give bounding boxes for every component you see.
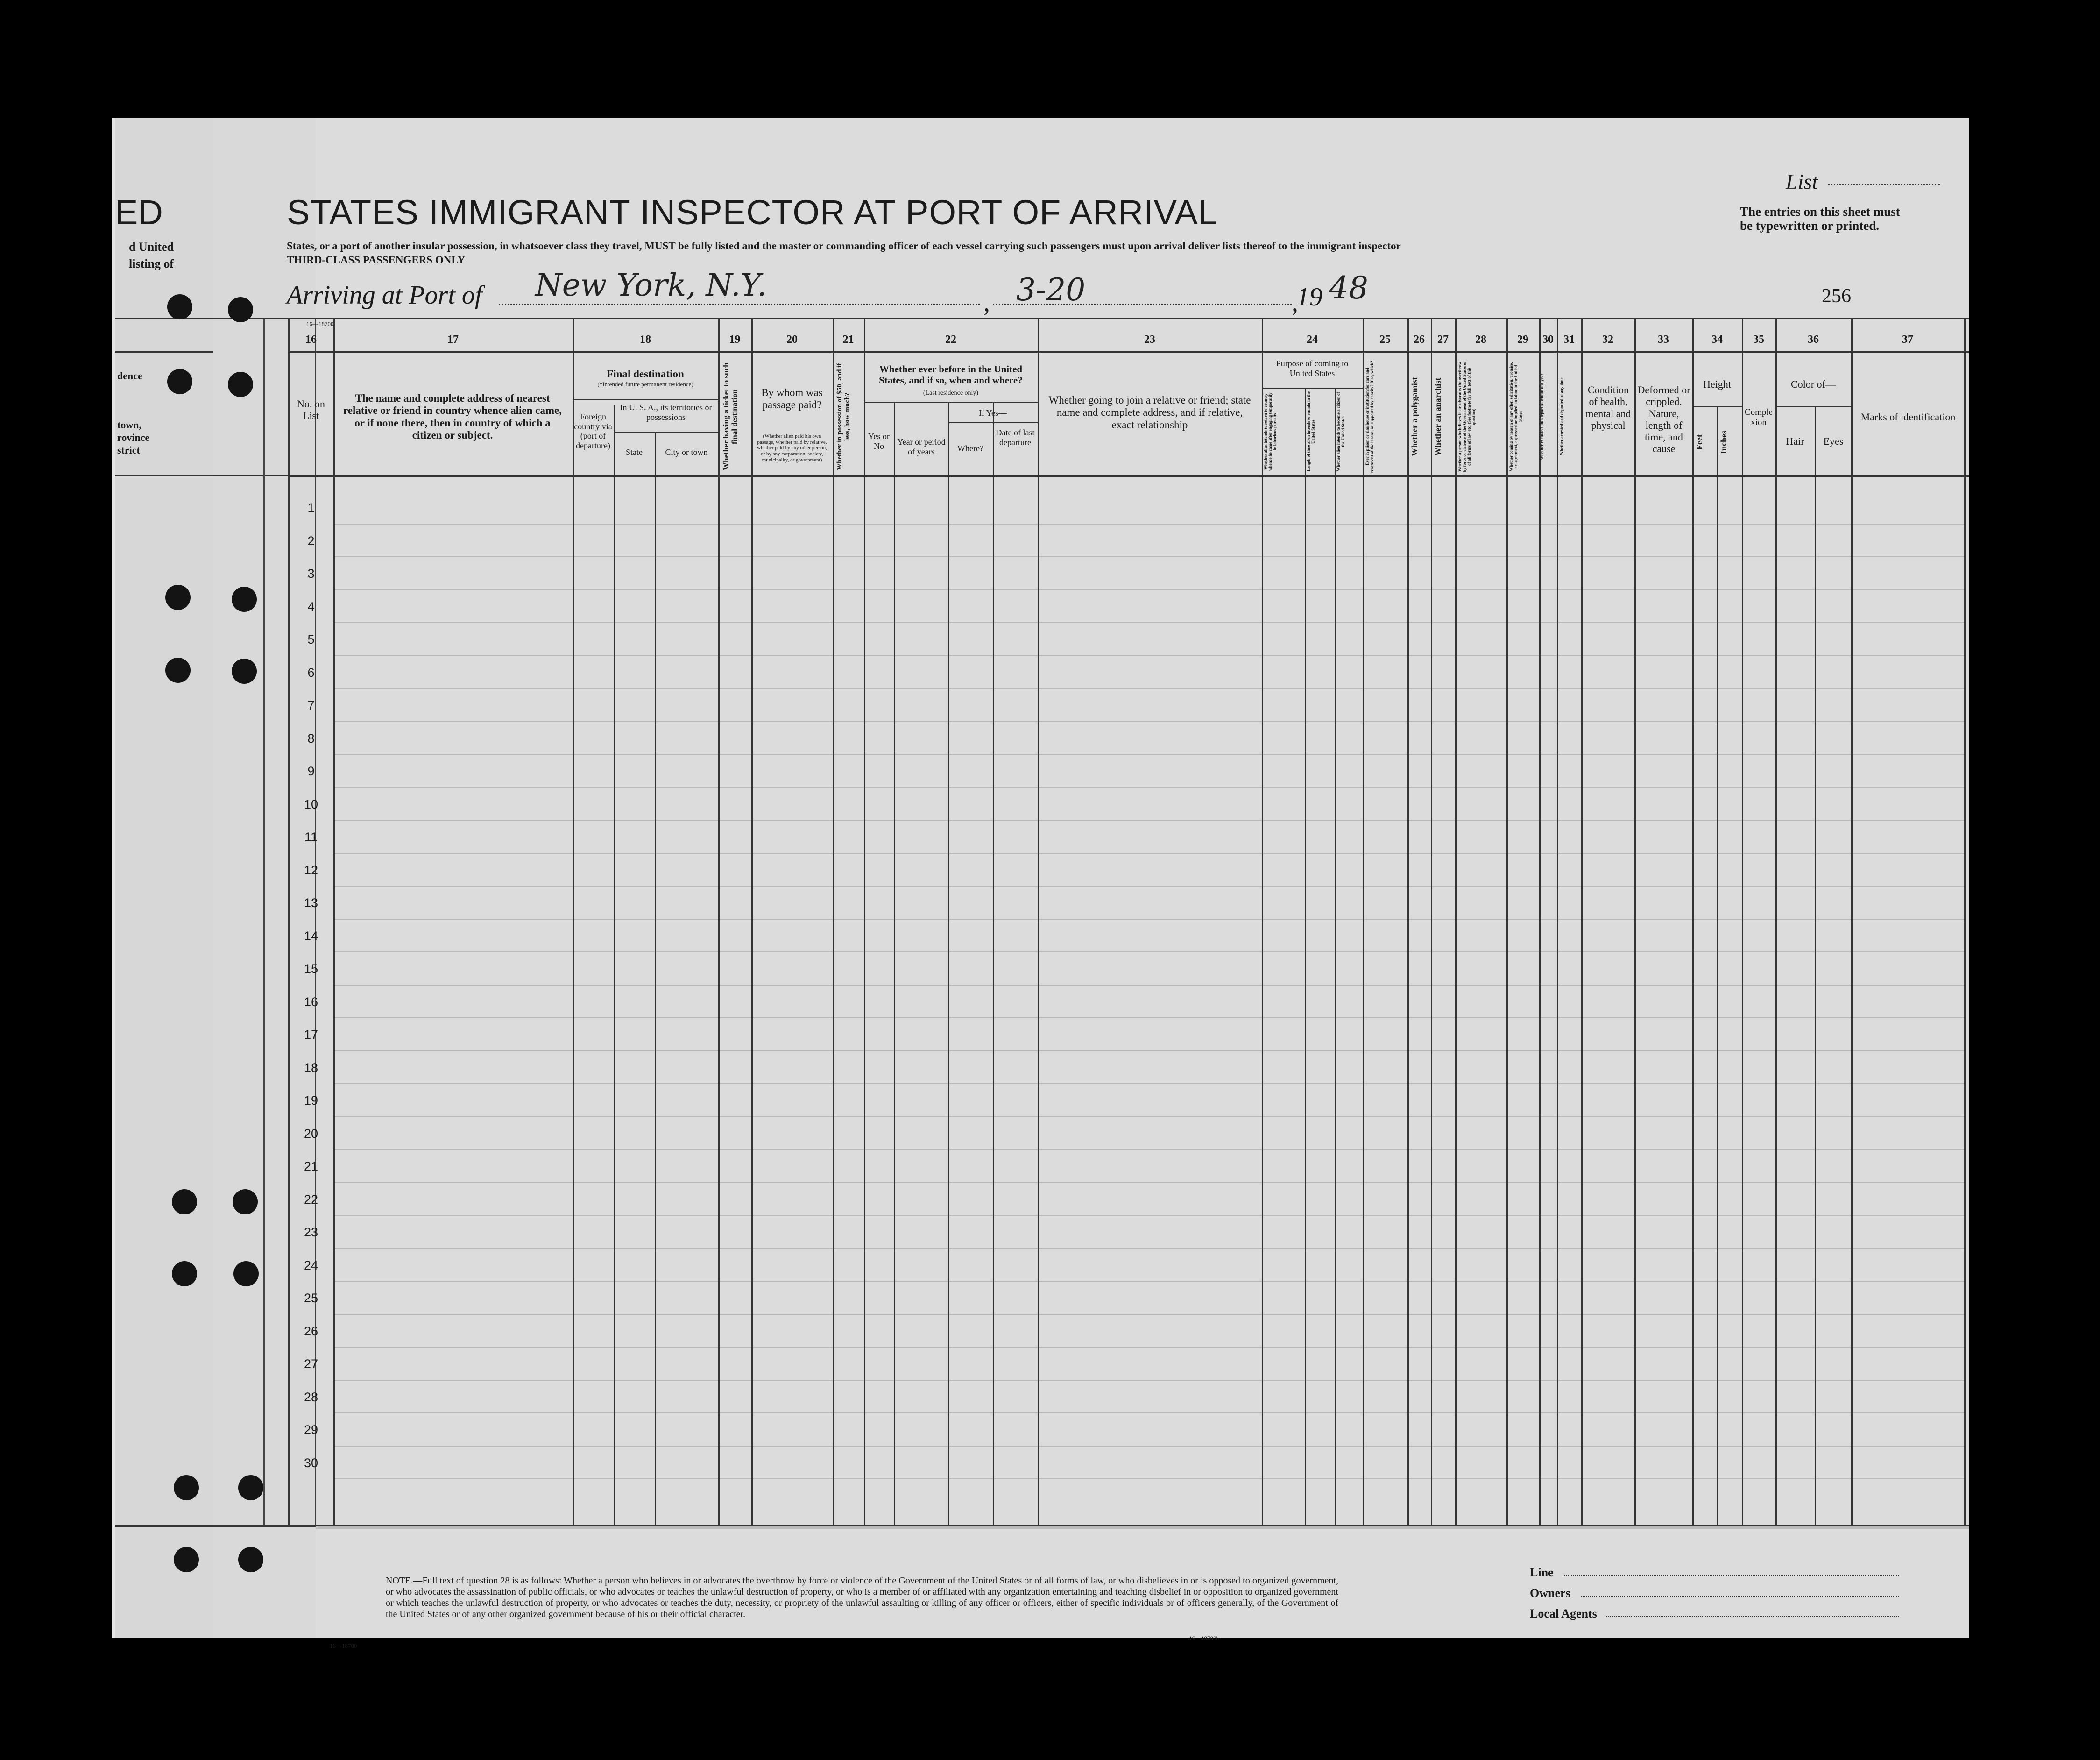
col-line bbox=[1557, 318, 1558, 1526]
row-rule bbox=[333, 1478, 1964, 1479]
col-line bbox=[948, 403, 949, 1526]
col-30-label: Whether excluded and deported within one year bbox=[1540, 373, 1544, 460]
punch-hole bbox=[238, 1475, 263, 1500]
punch-hole bbox=[238, 1547, 263, 1572]
col-line bbox=[1742, 318, 1743, 1526]
agents-label: Local Agents bbox=[1530, 1607, 1597, 1620]
col-32-number: 32 bbox=[1602, 334, 1613, 346]
stub-label-1: dence bbox=[117, 370, 142, 382]
col-31-label: Whether arrested and deported at any time bbox=[1559, 377, 1564, 456]
header-rule bbox=[288, 351, 1969, 353]
row-rule bbox=[333, 721, 1964, 722]
col-line bbox=[333, 318, 335, 1526]
row-rule bbox=[333, 754, 1964, 755]
row-rule bbox=[333, 524, 1964, 525]
row-rule bbox=[333, 1116, 1964, 1117]
col-line bbox=[573, 318, 574, 1526]
table-top-rule bbox=[288, 318, 1969, 319]
col-30-number: 30 bbox=[1542, 334, 1554, 346]
list-line bbox=[1828, 184, 1940, 185]
date-handwritten: 3-20 bbox=[1016, 272, 1086, 308]
punch-hole bbox=[167, 294, 192, 319]
col-36-number: 36 bbox=[1808, 334, 1819, 346]
row-number: 14 bbox=[304, 929, 318, 943]
punch-hole bbox=[167, 369, 192, 394]
row-number: 18 bbox=[304, 1060, 318, 1075]
row-number: 16 bbox=[304, 994, 318, 1009]
owners-label: Owners bbox=[1530, 1586, 1570, 1600]
col-27-number: 27 bbox=[1437, 334, 1449, 346]
col-line bbox=[751, 318, 753, 1526]
col-line bbox=[614, 405, 615, 1526]
col-line bbox=[993, 403, 994, 1526]
col-28-number: 28 bbox=[1475, 334, 1486, 346]
row-rule bbox=[333, 1149, 1964, 1150]
port-line bbox=[499, 304, 980, 305]
row-number: 28 bbox=[304, 1390, 318, 1404]
agents-field bbox=[1605, 1616, 1899, 1617]
col-line bbox=[1581, 318, 1583, 1526]
col-18-state: State bbox=[626, 447, 643, 457]
row-number: 30 bbox=[304, 1455, 318, 1470]
punch-hole bbox=[172, 1261, 197, 1286]
row-number: 26 bbox=[304, 1324, 318, 1338]
col-line bbox=[1262, 318, 1263, 1526]
col-18-sub: (*Intended future permanent residence) bbox=[597, 381, 693, 388]
punch-hole bbox=[165, 585, 191, 610]
col-line bbox=[1038, 318, 1039, 1526]
stub-label-4: strict bbox=[117, 444, 140, 456]
left-page-strip bbox=[115, 118, 214, 1638]
arriving-label: Arriving at Port of bbox=[287, 281, 482, 310]
col-20-label: By whom was passage paid? bbox=[761, 387, 823, 411]
row-number: 12 bbox=[304, 863, 318, 877]
class-note: THIRD-CLASS PASSENGERS ONLY bbox=[287, 254, 466, 266]
col-29-number: 29 bbox=[1517, 334, 1528, 346]
col-17-number: 17 bbox=[447, 334, 459, 346]
col-29-label: Whether coming by reason of any offer, solicitation, promise, or agreement, expressed or implied, to labor in the United States bbox=[1509, 362, 1523, 471]
col-23-number: 23 bbox=[1144, 334, 1155, 346]
col-line bbox=[1775, 318, 1777, 1526]
col-22-number: 22 bbox=[945, 334, 956, 346]
col-16-label: No. on List bbox=[297, 398, 325, 422]
sub-rule bbox=[573, 399, 718, 400]
punch-hole bbox=[233, 1189, 258, 1214]
col-22-date: Date of last departure bbox=[996, 428, 1035, 447]
col-18-usa: In U. S. A., its territories or possessions bbox=[620, 403, 712, 422]
row-number: 4 bbox=[307, 599, 315, 614]
row-number: 9 bbox=[307, 764, 315, 778]
row-rule bbox=[333, 886, 1964, 887]
col-33-label: Deformed or crippled. Nature, length of time, and cause bbox=[1637, 384, 1690, 455]
col-34-label: Height bbox=[1703, 378, 1731, 390]
col-line bbox=[1335, 389, 1336, 1526]
col-31-number: 31 bbox=[1563, 334, 1575, 346]
row-number: 1 bbox=[307, 501, 315, 515]
row-rule bbox=[333, 951, 1964, 952]
row-rule bbox=[333, 1380, 1964, 1381]
col-20-sub: (Whether alien paid his own passage, whether paid by relative, whether paid by any other person, or by any corporation, society, municipality, or government) bbox=[757, 433, 827, 463]
col-36-eyes: Eyes bbox=[1823, 435, 1844, 447]
row-number: 5 bbox=[307, 632, 315, 646]
row-number: 6 bbox=[307, 665, 315, 680]
bottom-shade bbox=[316, 1526, 1969, 1529]
col-line bbox=[1539, 318, 1541, 1526]
sub-rule bbox=[864, 402, 1038, 403]
col-22-years: Year or period of years bbox=[897, 437, 946, 456]
row-number: 29 bbox=[304, 1423, 318, 1437]
col-25-label: Ever in prison or almshouse or institution for care and treatment of the insane, or supported by charity? If so, which? bbox=[1365, 361, 1374, 473]
col-line bbox=[288, 318, 290, 1526]
row-number: 20 bbox=[304, 1126, 318, 1141]
punch-hole bbox=[165, 658, 191, 683]
row-number: 19 bbox=[304, 1093, 318, 1107]
row-rule bbox=[333, 1412, 1964, 1413]
col-line bbox=[1455, 318, 1457, 1526]
row-rule bbox=[333, 1017, 1964, 1018]
col-line bbox=[1634, 318, 1636, 1526]
title-fragment: ED bbox=[115, 193, 163, 232]
col-24-c: Whether alien intends to become a citizen of the United States bbox=[1336, 392, 1345, 471]
col-36-label: Color of— bbox=[1791, 378, 1836, 390]
left-fragment-1: d United bbox=[129, 240, 174, 254]
list-label: List bbox=[1786, 170, 1818, 193]
col-33-number: 33 bbox=[1658, 334, 1669, 346]
col-21-label: Whether in possession of $50, and if less, how much? bbox=[836, 363, 851, 470]
instruction-text: States, or a port of another insular possession, in whatsoever class they travel, MUST be fully listed and the master or commanding officer of each vessel carrying such passengers must upon arrival deliver lists thereof to the immigrant inspector bbox=[287, 240, 1401, 252]
punch-hole bbox=[174, 1475, 199, 1500]
col-22-ifyes: If Yes— bbox=[978, 408, 1007, 418]
col-37-label: Marks of identification bbox=[1860, 411, 1956, 423]
col-18-number: 18 bbox=[640, 334, 651, 346]
row-rule bbox=[333, 655, 1964, 656]
sub-rule bbox=[1692, 406, 1742, 407]
col-21-number: 21 bbox=[842, 334, 854, 346]
sub-rule bbox=[614, 432, 718, 433]
port-handwritten: New York, N.Y. bbox=[535, 267, 767, 303]
col-line bbox=[894, 403, 895, 1526]
year-handwritten: 48 bbox=[1329, 270, 1368, 306]
col-18-foreign: Foreign country via (port of departure) bbox=[574, 412, 612, 451]
row-number: 2 bbox=[307, 533, 315, 548]
col-line bbox=[655, 433, 656, 1526]
row-rule bbox=[333, 1248, 1964, 1249]
punch-hole bbox=[172, 1189, 197, 1214]
comma: , bbox=[983, 288, 990, 317]
col-line bbox=[833, 318, 834, 1526]
punch-hole bbox=[232, 587, 257, 612]
col-22-yesno: Yes or No bbox=[868, 432, 890, 451]
sub-rule bbox=[1262, 388, 1363, 389]
entries-note-1: The entries on this sheet must bbox=[1740, 205, 1900, 219]
row-rule bbox=[333, 1050, 1964, 1051]
row-number: 21 bbox=[304, 1159, 318, 1173]
entries-note-2: be typewritten or printed. bbox=[1740, 219, 1879, 233]
row-rule bbox=[333, 688, 1964, 689]
col-line bbox=[1964, 318, 1966, 1526]
sheet-number: 256 bbox=[1822, 285, 1851, 307]
col-22-where: Where? bbox=[957, 444, 983, 453]
col-22-label: Whether ever before in the United States, and if so, when and where? bbox=[879, 363, 1023, 386]
footnote: NOTE.—Full text of question 28 is as follows: Whether a person who believes in or advocates the overthrow by force or violence of the Government of the United States or of all forms of law, or who disbelieves in or is opposed to organized government, or who advocates the assassination of public officials, or who advocates or teaches the unlawful destruction of property, or who is a member of or affiliated with any organization entertaining and teaching disbelief in or opposition to organized government or which teaches the unlawful destruction of property, or who advocates or teaches the duty, necessity, or propriety of the unlawful assaulting or killing of any officer or officers, either of specific individuals or of officers generally, of the Government of the United States or of any other organized government because of his or their official character. bbox=[386, 1575, 1338, 1619]
punch-hole bbox=[174, 1547, 199, 1572]
col-34-inches: Inches bbox=[1719, 431, 1728, 454]
row-number: 24 bbox=[304, 1258, 318, 1272]
col-26-label: Whether a polygamist bbox=[1410, 377, 1419, 456]
line-label: Line bbox=[1530, 1566, 1554, 1579]
punch-hole bbox=[228, 297, 253, 322]
col-18-label: Final destination bbox=[607, 368, 684, 380]
form-title: STATES IMMIGRANT INSPECTOR AT PORT OF ARRIVAL bbox=[287, 193, 1218, 232]
form-code-right: 16—18700b bbox=[1189, 1635, 1219, 1642]
row-number: 8 bbox=[307, 731, 315, 745]
punch-hole bbox=[232, 659, 257, 684]
col-20-number: 20 bbox=[786, 334, 798, 346]
manifest-sheet bbox=[112, 118, 1969, 1649]
col-25-number: 25 bbox=[1379, 334, 1391, 346]
col-line bbox=[1815, 407, 1816, 1526]
row-rule bbox=[333, 820, 1964, 821]
punch-hole bbox=[228, 372, 253, 397]
col-34-number: 34 bbox=[1711, 334, 1723, 346]
row-rule bbox=[333, 1281, 1964, 1282]
col-26-number: 26 bbox=[1414, 334, 1425, 346]
punch-hole bbox=[233, 1261, 259, 1286]
row-rule bbox=[333, 1446, 1964, 1447]
col-19-number: 19 bbox=[729, 334, 741, 346]
col-34-feet: Feet bbox=[1695, 434, 1704, 450]
left-fragment-2: listing of bbox=[129, 257, 174, 270]
row-number: 3 bbox=[307, 567, 315, 581]
col-24-label: Purpose of coming to United States bbox=[1276, 359, 1349, 378]
col-35-number: 35 bbox=[1753, 334, 1764, 346]
row-number: 17 bbox=[304, 1028, 318, 1042]
row-rule bbox=[333, 622, 1964, 623]
col-24-a: Whether alien intends to return to country whence he came after engaging temporarily in laborious pursuits bbox=[1263, 392, 1277, 471]
col-line bbox=[718, 318, 720, 1526]
col-36-hair: Hair bbox=[1786, 435, 1804, 447]
row-number: 13 bbox=[304, 896, 318, 910]
row-number: 10 bbox=[304, 797, 318, 811]
col-line bbox=[1407, 318, 1409, 1526]
row-rule bbox=[333, 985, 1964, 986]
col-22-sub: (Last residence only) bbox=[923, 390, 979, 397]
row-rule bbox=[333, 1347, 1964, 1348]
col-line bbox=[1431, 318, 1432, 1526]
col-line bbox=[1363, 318, 1364, 1526]
row-number: 22 bbox=[304, 1192, 318, 1206]
col-24-number: 24 bbox=[1307, 334, 1318, 346]
owners-field bbox=[1581, 1596, 1899, 1597]
col-line bbox=[1506, 318, 1508, 1526]
col-line bbox=[1692, 318, 1694, 1526]
row-rule bbox=[333, 1083, 1964, 1084]
row-rule bbox=[333, 589, 1964, 590]
col-27-label: Whether an anarchist bbox=[1433, 377, 1442, 456]
year-prefix: 19 bbox=[1296, 283, 1322, 312]
col-17-label: The name and complete address of nearest relative or friend in country whence alien came, or if none there, then in country of which a citizen or subject. bbox=[343, 392, 562, 441]
col-24-b: Length of time alien intends to remain in the United States bbox=[1306, 391, 1315, 472]
col-line bbox=[1717, 407, 1718, 1526]
row-number: 25 bbox=[304, 1291, 318, 1305]
row-number: 23 bbox=[304, 1225, 318, 1239]
stub-label-3: rovince bbox=[117, 432, 150, 443]
col-35-label: Complexion bbox=[1744, 407, 1773, 427]
row-rule bbox=[333, 1182, 1964, 1183]
col-line bbox=[864, 318, 865, 1526]
row-number: 11 bbox=[304, 830, 318, 844]
form-code: 16—18700 bbox=[306, 320, 334, 327]
line-field bbox=[1563, 1575, 1899, 1576]
row-rule bbox=[333, 1314, 1964, 1315]
row-rule bbox=[333, 556, 1964, 557]
row-number: 27 bbox=[304, 1357, 318, 1371]
sub-rule bbox=[948, 422, 1038, 423]
row-number: 7 bbox=[307, 698, 315, 712]
col-37-number: 37 bbox=[1902, 334, 1913, 346]
form-code-bottom: 16—18700 bbox=[330, 1642, 357, 1649]
row-number: 15 bbox=[304, 962, 318, 976]
row-rule bbox=[333, 787, 1964, 788]
col-28-label: Whether a person who believes in or advocates the overthrow by force or violence of the Government of the United States or of all forms of law, etc. (See footnote for full text of this question) bbox=[1457, 361, 1476, 472]
stub-label-2: town, bbox=[117, 419, 141, 431]
col-18-city: City or town bbox=[665, 447, 708, 457]
col-16-number: 16 bbox=[305, 334, 317, 346]
comma: , bbox=[1292, 288, 1298, 317]
row-rule bbox=[333, 1215, 1964, 1216]
col-32-label: Condition of health, mental and physical bbox=[1585, 384, 1631, 431]
col-line bbox=[1305, 389, 1306, 1526]
col-line bbox=[1851, 318, 1853, 1526]
col-23-label: Whether going to join a relative or friend; state name and complete address, and if relative, exact relationship bbox=[1048, 394, 1251, 431]
sub-rule bbox=[1775, 406, 1851, 407]
col-19-label: Whether having a ticket to such final destination bbox=[721, 362, 739, 471]
row-rule bbox=[333, 853, 1964, 854]
row-rule bbox=[333, 919, 1964, 920]
